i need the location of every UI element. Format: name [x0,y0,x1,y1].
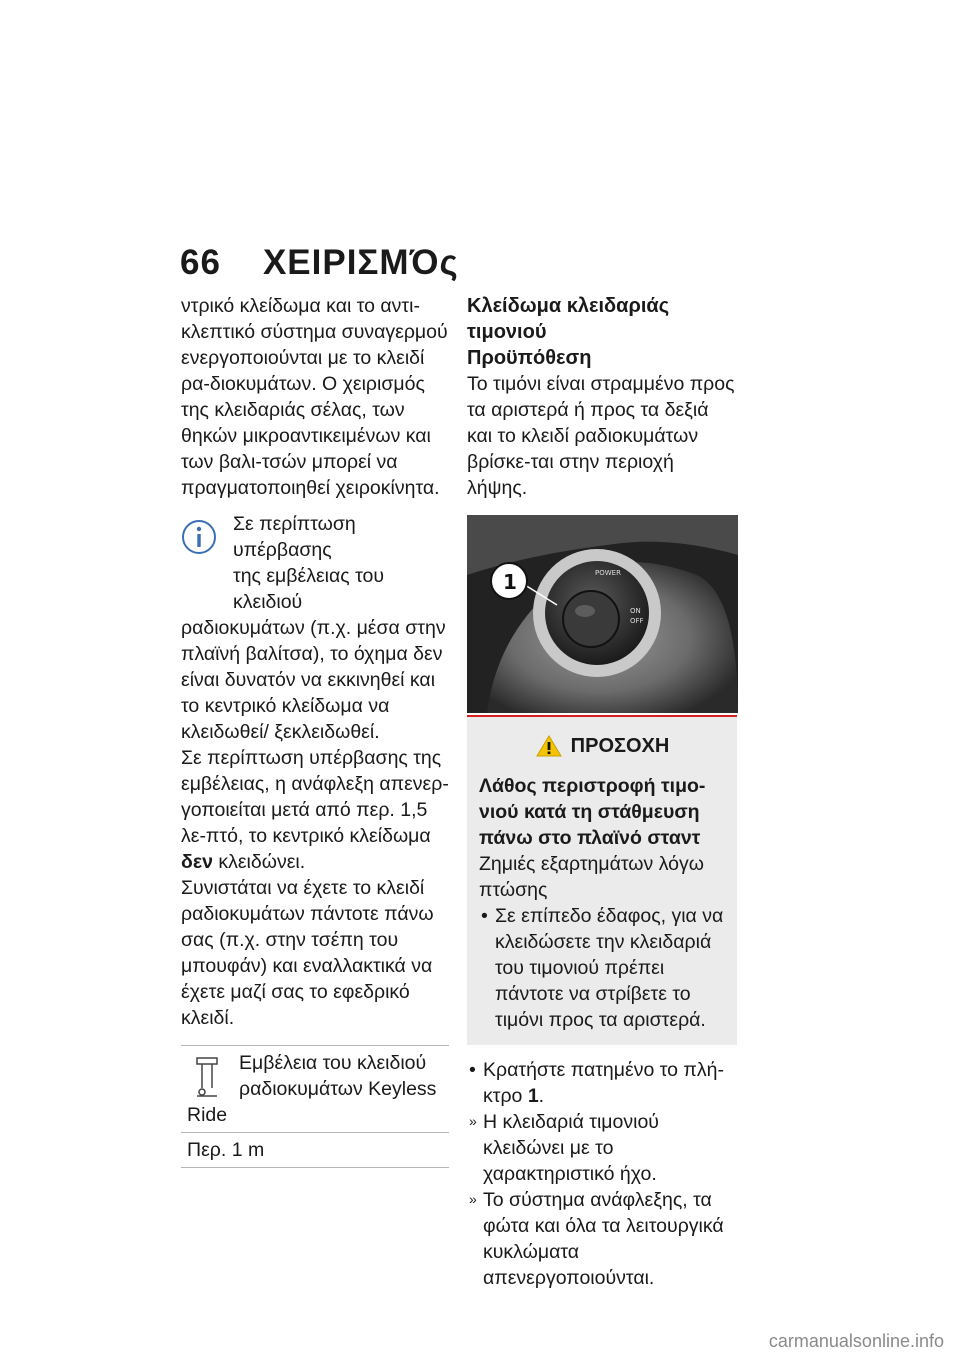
step-1-text: Κρατήστε πατημένο το πλή-κτρο [483,1059,724,1107]
result-1: » Η κλειδαριά τιμονιού κλειδώνει με το χαρακτηριστικό ήχο. [467,1109,739,1187]
warning-header [479,733,725,759]
page-header [180,243,459,283]
info-line-1: Σε περίπτωση υπέρβασης [233,513,356,561]
result-2: » Το σύστημα ανάφλεξης, τα φώτα και όλα τα λειτουργικά κυκλώματα απενεργοποιούνται. [467,1187,739,1291]
steps-list [467,1057,739,1291]
step-1-end: . [538,1085,545,1107]
info-p2-post: κλειδώνει. [218,851,306,873]
spec-table [181,1045,449,1168]
ignition-photo-drawing [467,515,738,713]
info-p2-bold: δεν [181,851,213,873]
photo-label-power: POWER [595,569,621,577]
spec-label-line-2: ραδιοκυμάτων Keyless [239,1078,437,1100]
precondition-text: Το τιμόνι είναι στραμμένο προς τα αριστερά ή προς τα δεξιά και το κλειδί ραδιοκυμάτων βρίσκε-ται στην περιοχή λήψης. [467,373,735,499]
warning-bullet: • Σε επίπεδο έδαφος, για να κλειδώσετε την κλειδαριά του τιμονιού πρέπει πάντοτε να στρίβετε το τιμόνι προς τα αριστερά. [479,903,725,1033]
spec-value: Περ. 1 m [187,1139,265,1161]
photo-callout-1: 1 [503,570,517,594]
spec-value-row [181,1133,449,1168]
measure-icon [195,1056,219,1098]
spec-label-line-3: Ride [187,1104,228,1126]
info-rest: ραδιοκυμάτων (π.χ. μέσα στην πλαϊνή βαλίτσα), το όχημα δεν είναι δυνατόν να εκκινηθεί και το κεντρικό κλείδωμα να κλειδωθεί/ ξεκλειδωθεί. [181,617,446,743]
intro-paragraph: ντρικό κλείδωμα και το αντι-κλεπτικό σύστημα συναγερμού ενεργοποιούνται με το κλειδί ρα-διοκυμάτων. Ο χειρισμός της κλειδαριάς σέλας, των θηκών μικροαντικειμένων και των βαλι-τσών μπορεί να πραγματοποιηθεί χειροκίνητα. [181,295,448,499]
ignition-photo [467,515,738,713]
watermark: carmanualsonline.info [768,1331,944,1351]
info-note [181,511,453,1031]
spec-label-line-1: Εμβέλεια του κλειδιού [239,1052,427,1074]
page-number: 66 [180,243,221,282]
warning-consequence: Ζημιές εξαρτημάτων λόγω πτώσης [479,853,704,901]
warning-label: ΠΡΟΣΟΧΗ [570,735,670,757]
info-line-2: της εμβέλειας του κλειδιού [233,565,385,613]
warning-triangle-icon [535,734,563,758]
left-column [181,293,453,1168]
right-column [467,293,739,1291]
spec-label-row [181,1046,449,1133]
warning-title: Λάθος περιστροφή τιμο-νιού κατά τη στάθμευση πάνω στο πλαϊνό σταντ [479,775,706,849]
subheading-precondition: Προϋπόθεση [467,347,592,369]
info-paragraph-2 [181,745,453,875]
chapter-title: ΧΕΙΡΙΣΜΌς [262,243,459,282]
info-p2-text: Σε περίπτωση υπέρβασης της εμβέλειας, η ανάφλεξη απενερ-γοποιείται μετά από περ. 1,5 λε-πτό, το κεντρικό κλείδωμα [181,747,449,847]
info-icon [181,519,217,555]
warning-box [467,715,737,1045]
step-1 [467,1057,739,1109]
photo-label-off: OFF [630,617,644,625]
section-heading: Κλείδωμα κλειδαριάς τιμονιού [467,295,670,343]
photo-label-on: ON [630,607,641,615]
step-1-key: 1 [527,1085,539,1107]
info-paragraph-3: Συνιστάται να έχετε το κλειδί ραδιοκυμάτων πάντοτε πάνω σας (π.χ. στην τσέπη του μπουφάν) και εναλλακτικά να έχετε μαζί σας το εφεδρικό κλειδί. [181,877,434,1029]
